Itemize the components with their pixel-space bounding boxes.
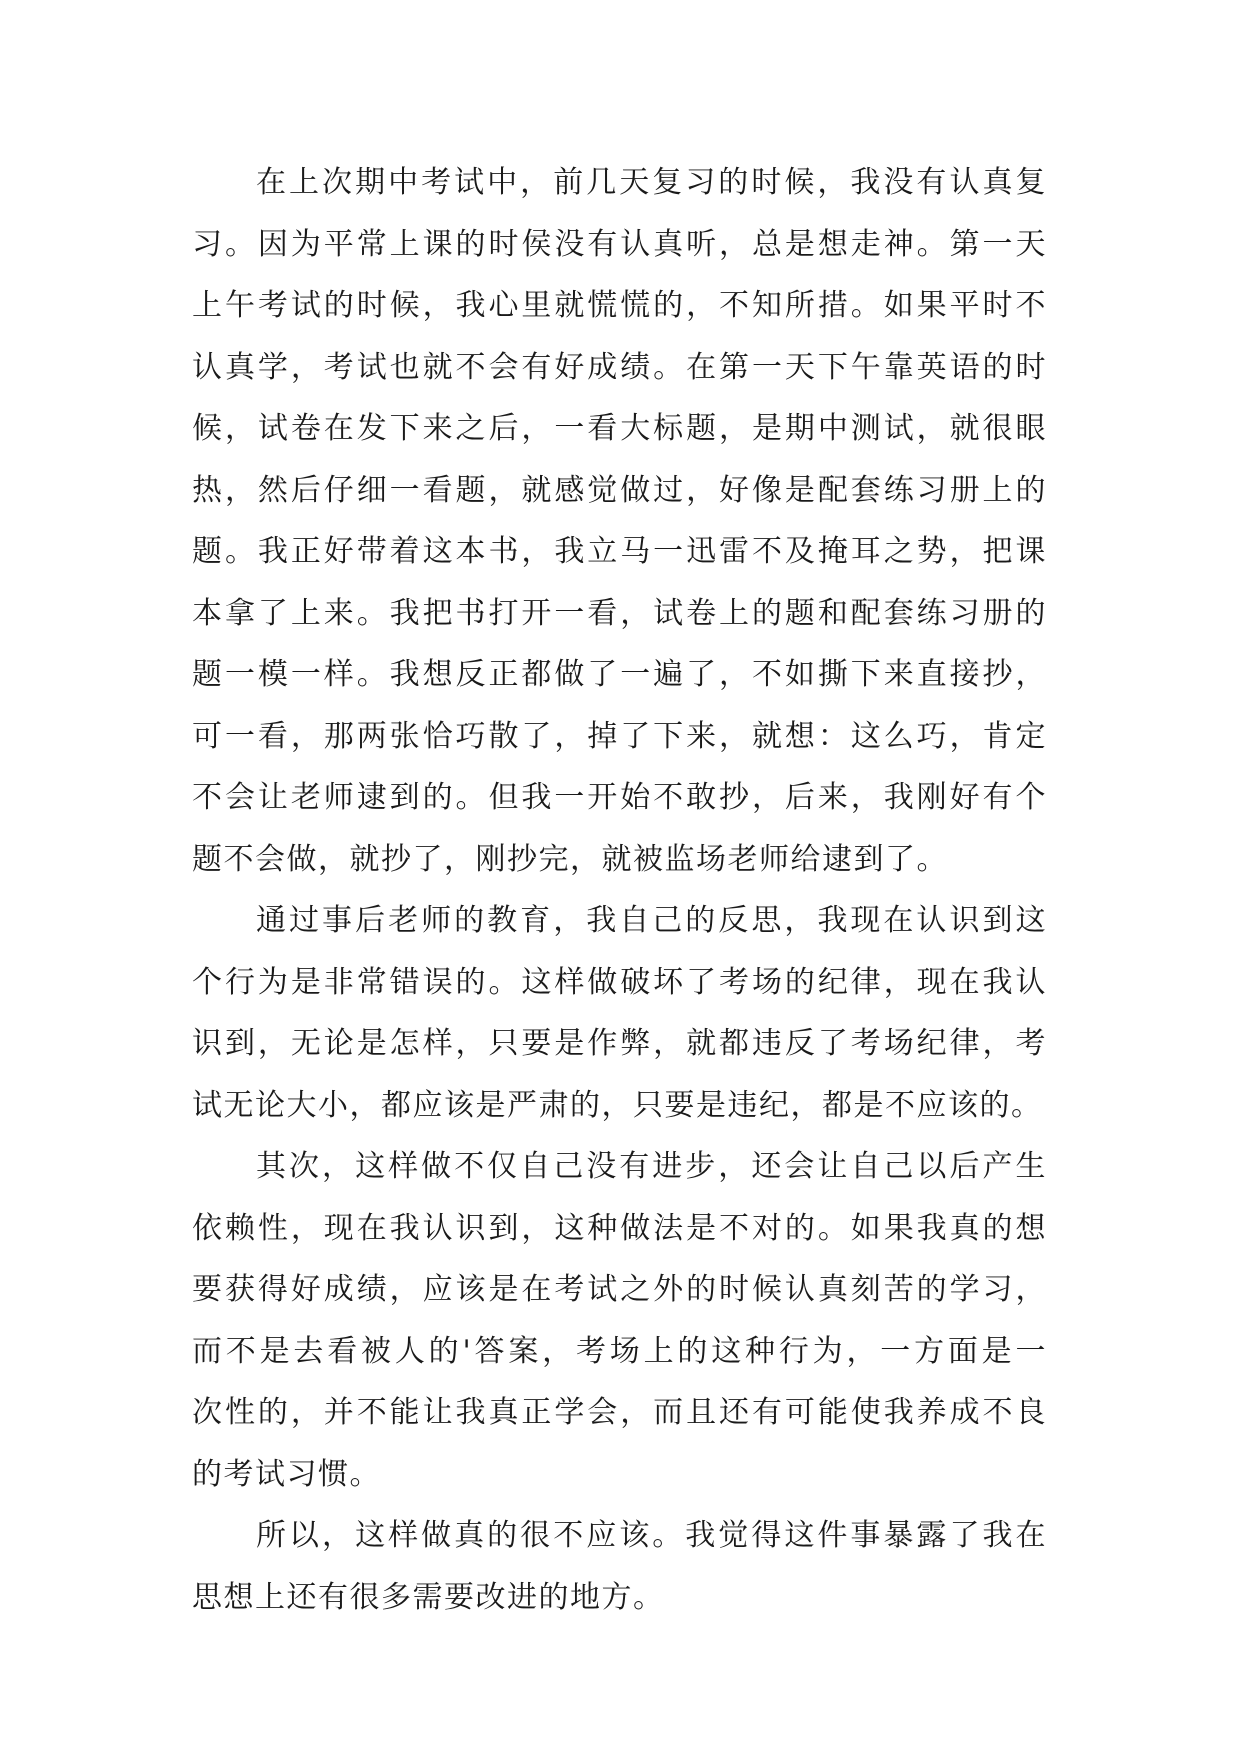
text-line: 的考试习惯。 [192,1456,381,1492]
document-body [192,152,1047,1628]
text-line: 思想上还有很多需要改进的地方。 [192,1579,665,1615]
text-line: 所以，这样做真的很不应该。我觉得这件事暴露了我在 [256,1518,1047,1553]
text-line: 候，试卷在发下来之后，一看大标题，是期中测试，就很眼 [192,411,1047,446]
text-line: 题。我正好带着这本书，我立马一迅雷不及掩耳之势，把课 [192,534,1047,569]
paragraph-4 [192,1505,1047,1628]
text-line: 不会让老师逮到的。但我一开始不敢抄，后来，我刚好有个 [192,780,1047,815]
text-line: 在上次期中考试中，前几天复习的时候，我没有认真复 [256,165,1047,200]
text-line: 习。因为平常上课的时侯没有认真听，总是想走神。第一天 [192,226,1047,262]
text-line: 依赖性，现在我认识到，这种做法是不对的。如果我真的想 [192,1210,1047,1246]
text-line: 热，然后仔细一看题，就感觉做过，好像是配套练习册上的 [192,472,1047,508]
text-line: 个行为是非常错误的。这样做破坏了考场的纪律，现在我认 [192,964,1047,1000]
paragraph-2 [192,890,1047,1136]
text-line: 识到，无论是怎样，只要是作弊，就都违反了考场纪律，考 [192,1026,1047,1061]
text-line: 通过事后老师的教育，我自己的反思，我现在认识到这 [256,903,1047,938]
text-line: 试无论大小，都应该是严肃的，只要是违纪，都是不应该的。 [192,1087,1043,1123]
text-line: 题不会做，就抄了，刚抄完，就被监场老师给逮到了。 [192,841,948,877]
text-line: 要获得好成绩，应该是在考试之外的时候认真刻苦的学习， [192,1272,1047,1307]
text-line: 本拿了上来。我把书打开一看，试卷上的题和配套练习册的 [192,595,1047,631]
text-line: 上午考试的时候，我心里就慌慌的，不知所措。如果平时不 [192,288,1047,323]
text-line: 其次，这样做不仅自己没有进步，还会让自己以后产生 [256,1149,1047,1184]
text-line: 认真学，考试也就不会有好成绩。在第一天下午靠英语的时 [192,349,1047,385]
text-line: 可一看，那两张恰巧散了，掉了下来，就想：这么巧，肯定 [192,718,1047,754]
paragraph-1 [192,152,1047,890]
paragraph-3 [192,1136,1047,1505]
text-line: 题一模一样。我想反正都做了一遍了，不如撕下来直接抄， [192,657,1047,692]
text-line: 而不是去看被人的'答案，考场上的这种行为，一方面是一 [192,1333,1047,1369]
text-line: 次性的，并不能让我真正学会，而且还有可能使我养成不良 [192,1395,1047,1430]
